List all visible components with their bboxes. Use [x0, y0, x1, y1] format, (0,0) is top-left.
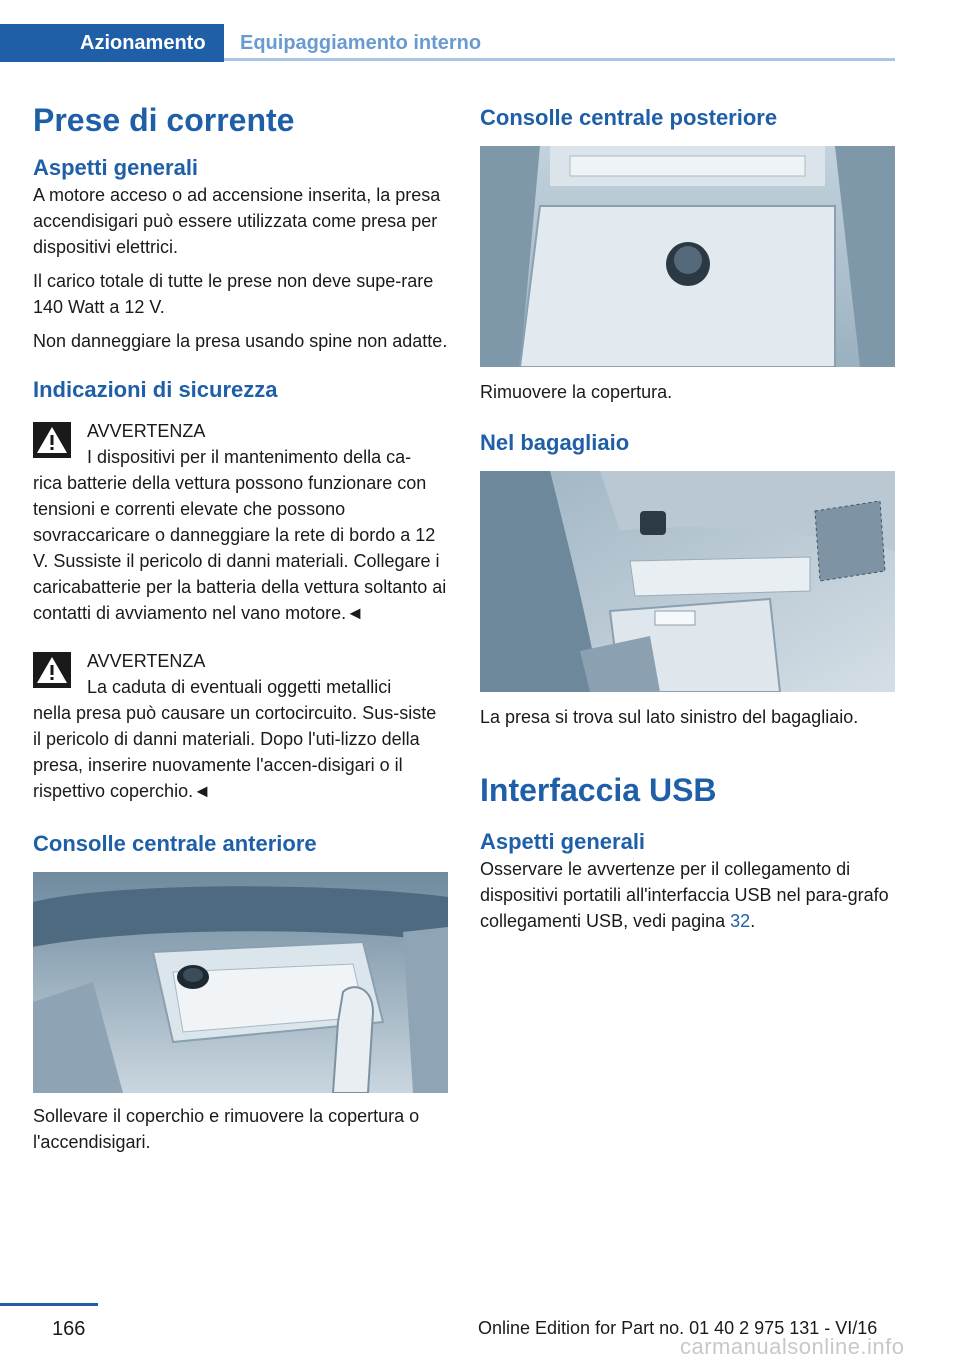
warning-2-text: nella presa può causare un cortocircuito. Sus-siste il pericolo di danni materiali. Dopo l'uti-lizzo della presa, inserire nuovamente l'accen-disigari o il rispettivo coperchio.◄: [33, 703, 437, 801]
paragraph-usb: [480, 856, 895, 934]
warning-2-label: AVVERTENZA: [87, 651, 206, 671]
left-column: [33, 100, 448, 1163]
tab-equipaggiamento-interno[interactable]: Equipaggiamento interno: [240, 32, 482, 54]
tab-azionamento[interactable]: Azionamento: [0, 24, 224, 62]
warning-block-1: [33, 418, 448, 626]
warning-triangle-icon: [33, 652, 71, 688]
paragraph-usb-end: .: [750, 911, 756, 931]
warning-triangle-icon: [33, 422, 71, 458]
heading-usb-aspetti-generali: Aspetti generali: [480, 829, 646, 854]
front-console-image: [33, 872, 448, 1093]
paragraph-general-1: A motore acceso o ad accensione inserita, la presa accendisigari può essere utilizzata come presa per dispositivi elettrici.: [33, 185, 441, 257]
warning-1-line1: I dispositivi per il mantenimento della ca-: [87, 447, 412, 467]
paragraph-general-2: Il carico totale di tutte le prese non deve supe-rare 140 Watt a 12 V.: [33, 271, 434, 317]
watermark: carmanualsonline.info: [680, 1334, 905, 1359]
page-title: Prese di corrente: [33, 102, 295, 138]
warning-1-label: AVVERTENZA: [87, 421, 206, 441]
warning-1-text: rica batterie della vettura possono funzionare con tensioni e correnti elevate che possono sovraccaricare o danneggiare la rete di bordo a 12 V. Sussiste il pericolo di danni materiali. Collegare i caricabatterie per la batteria della vettura soltanto ai contatti di avviamento nel vano motore.◄: [33, 473, 447, 623]
warning-2-line1: La caduta di eventuali oggetti metallici: [87, 677, 392, 697]
page-number: 166: [52, 1318, 86, 1340]
warning-block-2: [33, 648, 448, 804]
title-interfaccia-usb: Interfaccia USB: [480, 772, 717, 808]
caption-rear-console: Rimuovere la copertura.: [480, 382, 673, 402]
heading-aspetti-generali: Aspetti generali: [33, 155, 199, 180]
paragraph-general-3: Non danneggiare la presa usando spine non adatte.: [33, 331, 448, 351]
heading-indicazioni-sicurezza: Indicazioni di sicurezza: [33, 377, 278, 402]
heading-consolle-posteriore: Consolle centrale posteriore: [480, 105, 778, 130]
heading-consolle-anteriore: Consolle centrale anteriore: [33, 831, 317, 856]
page-link-32[interactable]: 32: [730, 911, 751, 931]
edition-note: Online Edition for Part no. 01 40 2 975 131 - VI/16: [478, 1318, 878, 1338]
caption-front-console: Sollevare il coperchio e rimuovere la copertura o l'accendisigari.: [33, 1106, 420, 1152]
footer-divider: [0, 1303, 98, 1306]
trunk-image: [480, 471, 895, 692]
paragraph-usb-text: Osservare le avvertenze per il collegamento di dispositivi portatili all'interfaccia USB nel para-grafo collegamenti USB, vedi pagina: [480, 859, 889, 931]
caption-trunk: La presa si trova sul lato sinistro del bagagliaio.: [480, 707, 859, 727]
rear-console-image: [480, 146, 895, 367]
page-header: [0, 0, 895, 62]
right-column: [480, 100, 895, 942]
heading-bagagliaio: Nel bagagliaio: [480, 430, 630, 455]
header-divider: [224, 58, 895, 61]
